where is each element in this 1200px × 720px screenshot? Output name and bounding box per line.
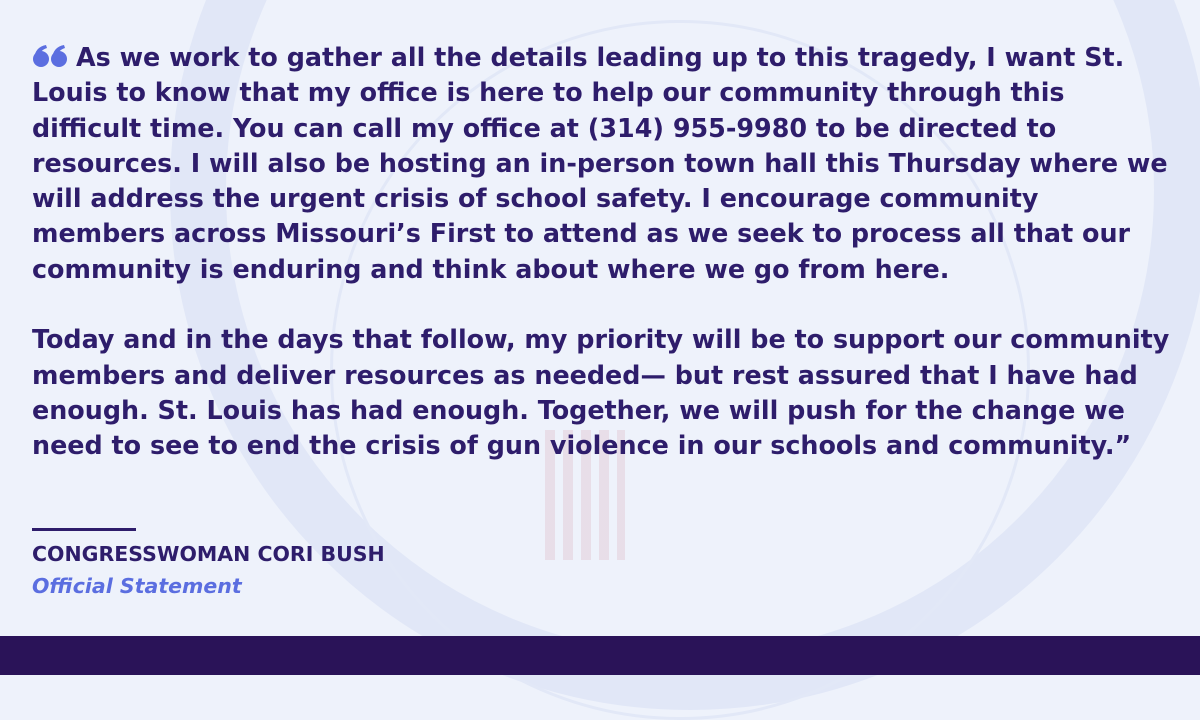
statement-quote <box>32 40 1172 464</box>
quote-paragraph-1 <box>32 40 1172 287</box>
attribution-subtitle: Official Statement <box>32 574 242 598</box>
quote-text-1: As we work to gather all the details leading up to this tragedy, I want St. Louis to know that my office is here to help our community through this difficult time. You can call my office at (314) 955-9980 to be directed to resources. I will also be hosting an in-person town hall this Thursday where we will address the urgent crisis of school safety. I encourage community members across Missouri’s First to attend as we seek to process all that our community is enduring and think about where we go from here. <box>32 42 1168 284</box>
attribution-name: CONGRESSWOMAN CORI BUSH <box>32 542 385 566</box>
open-quote-icon <box>32 44 70 68</box>
quote-paragraph-2 <box>32 322 1172 463</box>
footer-bar <box>0 636 1200 675</box>
quote-text-2: Today and in the days that follow, my priority will be to support our community members and deliver resources as needed— but rest assured that I have had enough. St. Louis has had enough. Together, we will push for the change we need to see to end the crisis of gun violence in our schools and community.” <box>32 324 1170 461</box>
attribution-divider <box>32 528 136 531</box>
